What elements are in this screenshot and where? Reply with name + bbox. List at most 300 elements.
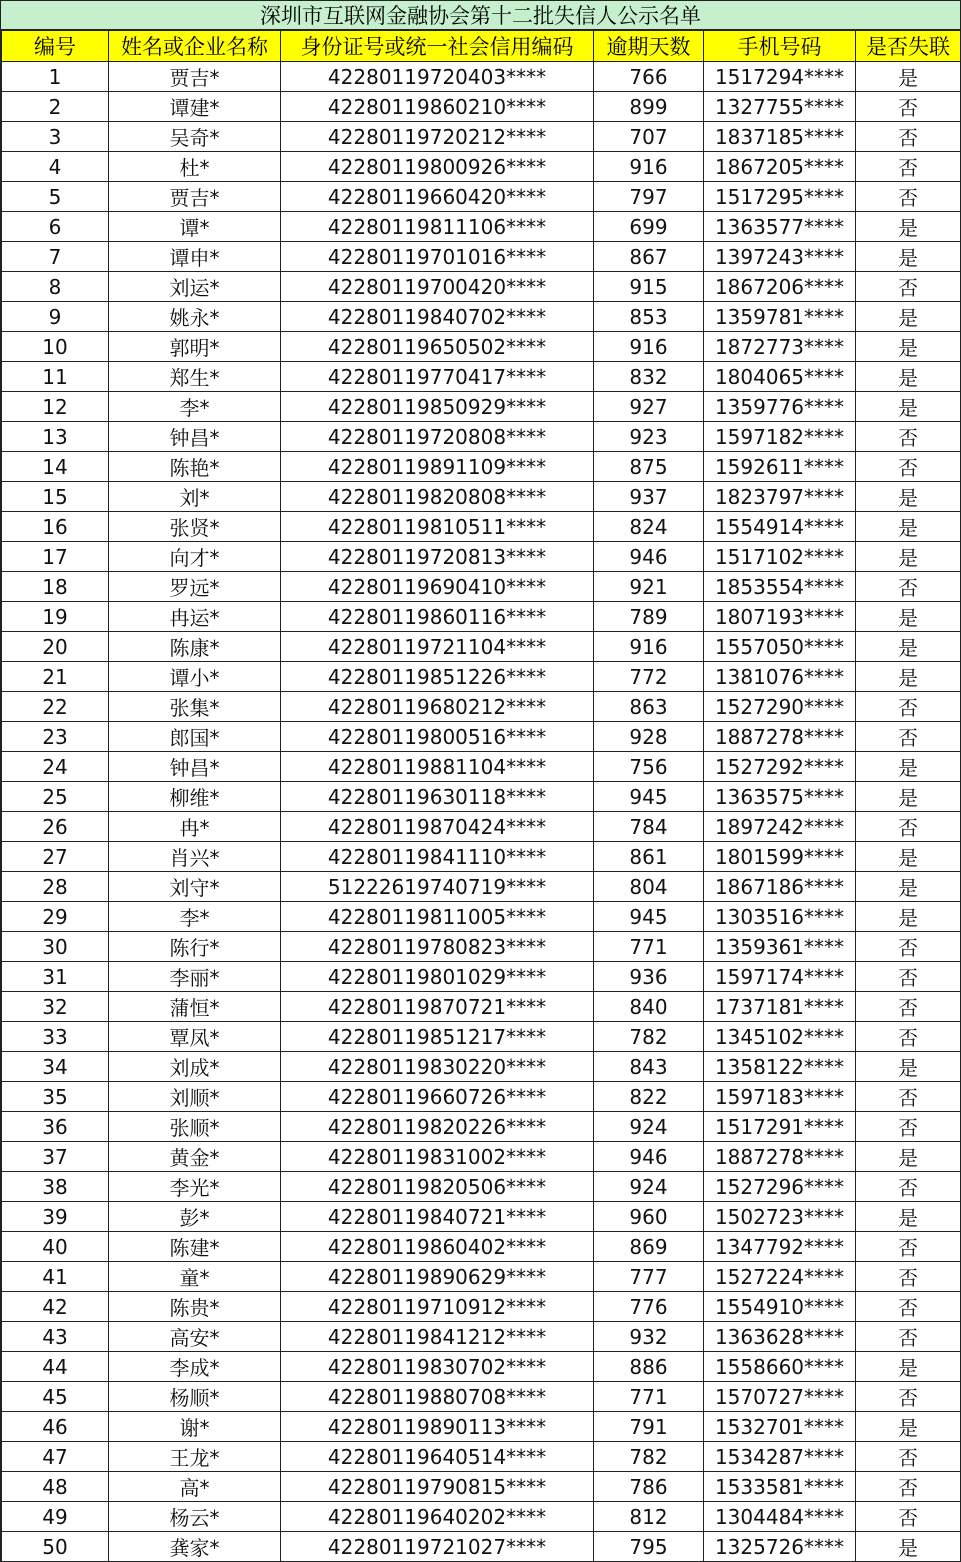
cell-overdue-days[interactable]: 924	[594, 1112, 704, 1142]
cell-lost-contact[interactable]: 否	[856, 1322, 961, 1352]
cell-id[interactable]: 42280119660726****	[281, 1082, 594, 1112]
cell-number[interactable]: 35	[2, 1082, 109, 1112]
cell-overdue-days[interactable]: 782	[594, 1442, 704, 1472]
cell-id[interactable]: 42280119840702****	[281, 302, 594, 332]
cell-name[interactable]: 贾吉*	[109, 182, 281, 212]
cell-lost-contact[interactable]: 是	[856, 212, 961, 242]
cell-lost-contact[interactable]: 否	[856, 1262, 961, 1292]
cell-name[interactable]: 杜*	[109, 152, 281, 182]
cell-id[interactable]: 42280119630118****	[281, 782, 594, 812]
cell-overdue-days[interactable]: 960	[594, 1202, 704, 1232]
cell-lost-contact[interactable]: 是	[856, 362, 961, 392]
cell-number[interactable]: 8	[2, 272, 109, 302]
cell-lost-contact[interactable]: 是	[856, 842, 961, 872]
cell-overdue-days[interactable]: 804	[594, 872, 704, 902]
cell-overdue-days[interactable]: 863	[594, 692, 704, 722]
cell-overdue-days[interactable]: 832	[594, 362, 704, 392]
cell-phone[interactable]: 1897242****	[704, 812, 856, 842]
cell-overdue-days[interactable]: 886	[594, 1352, 704, 1382]
cell-overdue-days[interactable]: 776	[594, 1292, 704, 1322]
cell-name[interactable]: 陈贵*	[109, 1292, 281, 1322]
cell-phone[interactable]: 1527290****	[704, 692, 856, 722]
cell-lost-contact[interactable]: 否	[856, 182, 961, 212]
cell-id[interactable]: 42280119800516****	[281, 722, 594, 752]
cell-name[interactable]: 钟昌*	[109, 422, 281, 452]
cell-id[interactable]: 42280119710912****	[281, 1292, 594, 1322]
cell-number[interactable]: 10	[2, 332, 109, 362]
cell-phone[interactable]: 1397243****	[704, 242, 856, 272]
cell-name[interactable]: 谢*	[109, 1412, 281, 1442]
cell-phone[interactable]: 1517291****	[704, 1112, 856, 1142]
cell-lost-contact[interactable]: 是	[856, 482, 961, 512]
cell-name[interactable]: 谭申*	[109, 242, 281, 272]
cell-name[interactable]: 李成*	[109, 1352, 281, 1382]
cell-number[interactable]: 23	[2, 722, 109, 752]
column-header-phone[interactable]: 手机号码	[704, 31, 856, 62]
cell-lost-contact[interactable]: 是	[856, 242, 961, 272]
cell-name[interactable]: 郑生*	[109, 362, 281, 392]
cell-overdue-days[interactable]: 921	[594, 572, 704, 602]
cell-overdue-days[interactable]: 915	[594, 272, 704, 302]
cell-id[interactable]: 42280119831002****	[281, 1142, 594, 1172]
cell-overdue-days[interactable]: 784	[594, 812, 704, 842]
cell-lost-contact[interactable]: 否	[856, 722, 961, 752]
cell-lost-contact[interactable]: 否	[856, 1292, 961, 1322]
cell-name[interactable]: 刘守*	[109, 872, 281, 902]
cell-overdue-days[interactable]: 916	[594, 152, 704, 182]
cell-lost-contact[interactable]: 否	[856, 932, 961, 962]
cell-id[interactable]: 42280119640514****	[281, 1442, 594, 1472]
cell-name[interactable]: 张集*	[109, 692, 281, 722]
cell-number[interactable]: 24	[2, 752, 109, 782]
cell-name[interactable]: 彭*	[109, 1202, 281, 1232]
cell-id[interactable]: 42280119841212****	[281, 1322, 594, 1352]
cell-phone[interactable]: 1867205****	[704, 152, 856, 182]
cell-lost-contact[interactable]: 否	[856, 1382, 961, 1412]
cell-phone[interactable]: 1837185****	[704, 122, 856, 152]
cell-number[interactable]: 27	[2, 842, 109, 872]
cell-name[interactable]: 冉*	[109, 812, 281, 842]
cell-phone[interactable]: 1325726****	[704, 1532, 856, 1562]
cell-number[interactable]: 32	[2, 992, 109, 1022]
cell-name[interactable]: 张顺*	[109, 1112, 281, 1142]
cell-phone[interactable]: 1502723****	[704, 1202, 856, 1232]
cell-lost-contact[interactable]: 否	[856, 1232, 961, 1262]
cell-number[interactable]: 21	[2, 662, 109, 692]
cell-overdue-days[interactable]: 928	[594, 722, 704, 752]
cell-number[interactable]: 1	[2, 62, 109, 92]
cell-phone[interactable]: 1570727****	[704, 1382, 856, 1412]
cell-overdue-days[interactable]: 937	[594, 482, 704, 512]
cell-number[interactable]: 42	[2, 1292, 109, 1322]
cell-phone[interactable]: 1592611****	[704, 452, 856, 482]
cell-phone[interactable]: 1887278****	[704, 1142, 856, 1172]
cell-lost-contact[interactable]: 否	[856, 1082, 961, 1112]
cell-number[interactable]: 5	[2, 182, 109, 212]
cell-lost-contact[interactable]: 否	[856, 812, 961, 842]
cell-number[interactable]: 38	[2, 1172, 109, 1202]
cell-number[interactable]: 47	[2, 1442, 109, 1472]
cell-id[interactable]: 42280119720403****	[281, 62, 594, 92]
cell-id[interactable]: 42280119720813****	[281, 542, 594, 572]
cell-name[interactable]: 杨顺*	[109, 1382, 281, 1412]
cell-id[interactable]: 42280119780823****	[281, 932, 594, 962]
cell-overdue-days[interactable]: 924	[594, 1172, 704, 1202]
cell-id[interactable]: 42280119820808****	[281, 482, 594, 512]
cell-overdue-days[interactable]: 861	[594, 842, 704, 872]
cell-id[interactable]: 42280119851217****	[281, 1022, 594, 1052]
cell-number[interactable]: 22	[2, 692, 109, 722]
cell-number[interactable]: 29	[2, 902, 109, 932]
cell-number[interactable]: 25	[2, 782, 109, 812]
cell-phone[interactable]: 1737181****	[704, 992, 856, 1022]
cell-overdue-days[interactable]: 927	[594, 392, 704, 422]
cell-id[interactable]: 42280119721104****	[281, 632, 594, 662]
cell-overdue-days[interactable]: 812	[594, 1502, 704, 1532]
cell-number[interactable]: 39	[2, 1202, 109, 1232]
cell-name[interactable]: 柳维*	[109, 782, 281, 812]
cell-overdue-days[interactable]: 869	[594, 1232, 704, 1262]
cell-lost-contact[interactable]: 否	[856, 1442, 961, 1472]
cell-phone[interactable]: 1532701****	[704, 1412, 856, 1442]
cell-lost-contact[interactable]: 否	[856, 962, 961, 992]
cell-id[interactable]: 42280119891109****	[281, 452, 594, 482]
cell-id[interactable]: 42280119820506****	[281, 1172, 594, 1202]
column-header-overdue-days[interactable]: 逾期天数	[594, 31, 704, 62]
cell-lost-contact[interactable]: 是	[856, 602, 961, 632]
cell-name[interactable]: 李*	[109, 392, 281, 422]
cell-phone[interactable]: 1304484****	[704, 1502, 856, 1532]
cell-phone[interactable]: 1517102****	[704, 542, 856, 572]
cell-id[interactable]: 42280119840721****	[281, 1202, 594, 1232]
cell-phone[interactable]: 1887278****	[704, 722, 856, 752]
cell-overdue-days[interactable]: 777	[594, 1262, 704, 1292]
cell-lost-contact[interactable]: 是	[856, 902, 961, 932]
cell-overdue-days[interactable]: 822	[594, 1082, 704, 1112]
cell-overdue-days[interactable]: 899	[594, 92, 704, 122]
cell-name[interactable]: 吴奇*	[109, 122, 281, 152]
cell-id[interactable]: 42280119700420****	[281, 272, 594, 302]
cell-name[interactable]: 刘成*	[109, 1052, 281, 1082]
cell-id[interactable]: 42280119721027****	[281, 1532, 594, 1562]
cell-lost-contact[interactable]: 否	[856, 152, 961, 182]
cell-number[interactable]: 40	[2, 1232, 109, 1262]
column-header-lost-contact[interactable]: 是否失联	[856, 31, 961, 62]
cell-name[interactable]: 刘*	[109, 482, 281, 512]
cell-number[interactable]: 49	[2, 1502, 109, 1532]
cell-lost-contact[interactable]: 是	[856, 872, 961, 902]
cell-number[interactable]: 13	[2, 422, 109, 452]
cell-name[interactable]: 谭小*	[109, 662, 281, 692]
cell-phone[interactable]: 1807193****	[704, 602, 856, 632]
cell-lost-contact[interactable]: 否	[856, 1172, 961, 1202]
cell-name[interactable]: 陈艳*	[109, 452, 281, 482]
cell-lost-contact[interactable]: 否	[856, 992, 961, 1022]
cell-lost-contact[interactable]: 否	[856, 1472, 961, 1502]
cell-phone[interactable]: 1872773****	[704, 332, 856, 362]
cell-id[interactable]: 42280119830702****	[281, 1352, 594, 1382]
column-header-number[interactable]: 编号	[2, 31, 109, 62]
cell-number[interactable]: 36	[2, 1112, 109, 1142]
cell-lost-contact[interactable]: 否	[856, 422, 961, 452]
cell-lost-contact[interactable]: 否	[856, 92, 961, 122]
cell-lost-contact[interactable]: 否	[856, 122, 961, 152]
cell-phone[interactable]: 1558660****	[704, 1352, 856, 1382]
cell-overdue-days[interactable]: 945	[594, 782, 704, 812]
cell-name[interactable]: 童*	[109, 1262, 281, 1292]
cell-overdue-days[interactable]: 945	[594, 902, 704, 932]
cell-lost-contact[interactable]: 是	[856, 1532, 961, 1562]
cell-overdue-days[interactable]: 791	[594, 1412, 704, 1442]
cell-overdue-days[interactable]: 789	[594, 602, 704, 632]
cell-number[interactable]: 34	[2, 1052, 109, 1082]
cell-name[interactable]: 刘顺*	[109, 1082, 281, 1112]
cell-phone[interactable]: 1853554****	[704, 572, 856, 602]
cell-lost-contact[interactable]: 是	[856, 62, 961, 92]
cell-number[interactable]: 48	[2, 1472, 109, 1502]
cell-phone[interactable]: 1527292****	[704, 752, 856, 782]
cell-id[interactable]: 42280119811005****	[281, 902, 594, 932]
cell-phone[interactable]: 1345102****	[704, 1022, 856, 1052]
cell-name[interactable]: 李丽*	[109, 962, 281, 992]
cell-phone[interactable]: 1358122****	[704, 1052, 856, 1082]
cell-id[interactable]: 42280119870424****	[281, 812, 594, 842]
cell-name[interactable]: 谭建*	[109, 92, 281, 122]
cell-number[interactable]: 30	[2, 932, 109, 962]
cell-id[interactable]: 42280119851226****	[281, 662, 594, 692]
cell-number[interactable]: 3	[2, 122, 109, 152]
cell-id[interactable]: 42280119660420****	[281, 182, 594, 212]
cell-id[interactable]: 42280119860402****	[281, 1232, 594, 1262]
cell-lost-contact[interactable]: 否	[856, 452, 961, 482]
cell-overdue-days[interactable]: 699	[594, 212, 704, 242]
cell-name[interactable]: 陈康*	[109, 632, 281, 662]
cell-phone[interactable]: 1867186****	[704, 872, 856, 902]
cell-name[interactable]: 龚家*	[109, 1532, 281, 1562]
cell-overdue-days[interactable]: 867	[594, 242, 704, 272]
cell-id[interactable]: 42280119870721****	[281, 992, 594, 1022]
cell-lost-contact[interactable]: 否	[856, 1022, 961, 1052]
cell-number[interactable]: 44	[2, 1352, 109, 1382]
cell-overdue-days[interactable]: 853	[594, 302, 704, 332]
cell-overdue-days[interactable]: 756	[594, 752, 704, 782]
cell-number[interactable]: 15	[2, 482, 109, 512]
cell-overdue-days[interactable]: 795	[594, 1532, 704, 1562]
cell-phone[interactable]: 1527224****	[704, 1262, 856, 1292]
cell-phone[interactable]: 1534287****	[704, 1442, 856, 1472]
cell-name[interactable]: 贾吉*	[109, 62, 281, 92]
cell-phone[interactable]: 1303516****	[704, 902, 856, 932]
cell-overdue-days[interactable]: 916	[594, 632, 704, 662]
cell-name[interactable]: 肖兴*	[109, 842, 281, 872]
cell-phone[interactable]: 1359361****	[704, 932, 856, 962]
cell-overdue-days[interactable]: 766	[594, 62, 704, 92]
cell-name[interactable]: 黄金*	[109, 1142, 281, 1172]
cell-id[interactable]: 42280119811106****	[281, 212, 594, 242]
cell-lost-contact[interactable]: 否	[856, 692, 961, 722]
cell-id[interactable]: 42280119820226****	[281, 1112, 594, 1142]
cell-overdue-days[interactable]: 782	[594, 1022, 704, 1052]
cell-id[interactable]: 42280119801029****	[281, 962, 594, 992]
cell-number[interactable]: 33	[2, 1022, 109, 1052]
cell-overdue-days[interactable]: 786	[594, 1472, 704, 1502]
cell-overdue-days[interactable]: 932	[594, 1322, 704, 1352]
cell-phone[interactable]: 1554914****	[704, 512, 856, 542]
cell-id[interactable]: 42280119680212****	[281, 692, 594, 722]
cell-name[interactable]: 姚永*	[109, 302, 281, 332]
cell-name[interactable]: 覃凤*	[109, 1022, 281, 1052]
cell-number[interactable]: 16	[2, 512, 109, 542]
cell-id[interactable]: 42280119650502****	[281, 332, 594, 362]
cell-id[interactable]: 42280119701016****	[281, 242, 594, 272]
cell-lost-contact[interactable]: 是	[856, 1202, 961, 1232]
cell-number[interactable]: 31	[2, 962, 109, 992]
cell-lost-contact[interactable]: 是	[856, 662, 961, 692]
cell-name[interactable]: 李*	[109, 902, 281, 932]
cell-number[interactable]: 12	[2, 392, 109, 422]
cell-overdue-days[interactable]: 936	[594, 962, 704, 992]
cell-name[interactable]: 郭明*	[109, 332, 281, 362]
cell-phone[interactable]: 1597182****	[704, 422, 856, 452]
cell-phone[interactable]: 1557050****	[704, 632, 856, 662]
cell-phone[interactable]: 1363575****	[704, 782, 856, 812]
cell-overdue-days[interactable]: 797	[594, 182, 704, 212]
cell-id[interactable]: 42280119790815****	[281, 1472, 594, 1502]
cell-id[interactable]: 42280119810511****	[281, 512, 594, 542]
cell-phone[interactable]: 1327755****	[704, 92, 856, 122]
cell-lost-contact[interactable]: 否	[856, 572, 961, 602]
cell-lost-contact[interactable]: 是	[856, 542, 961, 572]
cell-lost-contact[interactable]: 是	[856, 512, 961, 542]
cell-name[interactable]: 王龙*	[109, 1442, 281, 1472]
cell-number[interactable]: 11	[2, 362, 109, 392]
cell-overdue-days[interactable]: 824	[594, 512, 704, 542]
cell-lost-contact[interactable]: 是	[856, 1352, 961, 1382]
cell-lost-contact[interactable]: 是	[856, 302, 961, 332]
cell-name[interactable]: 高安*	[109, 1322, 281, 1352]
cell-number[interactable]: 50	[2, 1532, 109, 1562]
cell-name[interactable]: 郎国*	[109, 722, 281, 752]
cell-name[interactable]: 张贤*	[109, 512, 281, 542]
cell-number[interactable]: 45	[2, 1382, 109, 1412]
cell-lost-contact[interactable]: 否	[856, 272, 961, 302]
cell-id[interactable]: 42280119890113****	[281, 1412, 594, 1442]
cell-phone[interactable]: 1554910****	[704, 1292, 856, 1322]
cell-number[interactable]: 18	[2, 572, 109, 602]
cell-lost-contact[interactable]: 是	[856, 1412, 961, 1442]
cell-phone[interactable]: 1597183****	[704, 1082, 856, 1112]
cell-phone[interactable]: 1517294****	[704, 62, 856, 92]
cell-name[interactable]: 钟昌*	[109, 752, 281, 782]
cell-overdue-days[interactable]: 946	[594, 542, 704, 572]
cell-number[interactable]: 4	[2, 152, 109, 182]
cell-number[interactable]: 17	[2, 542, 109, 572]
cell-name[interactable]: 冉运*	[109, 602, 281, 632]
cell-name[interactable]: 陈行*	[109, 932, 281, 962]
cell-id[interactable]: 42280119800926****	[281, 152, 594, 182]
cell-lost-contact[interactable]: 是	[856, 752, 961, 782]
cell-phone[interactable]: 1517295****	[704, 182, 856, 212]
cell-phone[interactable]: 1527296****	[704, 1172, 856, 1202]
cell-number[interactable]: 37	[2, 1142, 109, 1172]
cell-lost-contact[interactable]: 是	[856, 632, 961, 662]
cell-name[interactable]: 蒲恒*	[109, 992, 281, 1022]
cell-id[interactable]: 51222619740719****	[281, 872, 594, 902]
cell-number[interactable]: 26	[2, 812, 109, 842]
cell-id[interactable]: 42280119640202****	[281, 1502, 594, 1532]
cell-number[interactable]: 19	[2, 602, 109, 632]
cell-number[interactable]: 46	[2, 1412, 109, 1442]
cell-phone[interactable]: 1381076****	[704, 662, 856, 692]
cell-overdue-days[interactable]: 771	[594, 932, 704, 962]
cell-phone[interactable]: 1363577****	[704, 212, 856, 242]
cell-phone[interactable]: 1801599****	[704, 842, 856, 872]
cell-overdue-days[interactable]: 923	[594, 422, 704, 452]
cell-number[interactable]: 14	[2, 452, 109, 482]
cell-phone[interactable]: 1597174****	[704, 962, 856, 992]
cell-id[interactable]: 42280119830220****	[281, 1052, 594, 1082]
cell-phone[interactable]: 1804065****	[704, 362, 856, 392]
cell-overdue-days[interactable]: 843	[594, 1052, 704, 1082]
cell-lost-contact[interactable]: 是	[856, 782, 961, 812]
cell-number[interactable]: 28	[2, 872, 109, 902]
cell-id[interactable]: 42280119841110****	[281, 842, 594, 872]
cell-phone[interactable]: 1533581****	[704, 1472, 856, 1502]
cell-name[interactable]: 高*	[109, 1472, 281, 1502]
cell-phone[interactable]: 1359776****	[704, 392, 856, 422]
cell-phone[interactable]: 1347792****	[704, 1232, 856, 1262]
cell-number[interactable]: 20	[2, 632, 109, 662]
column-header-id[interactable]: 身份证号或统一社会信用编码	[281, 31, 594, 62]
cell-id[interactable]: 42280119690410****	[281, 572, 594, 602]
cell-lost-contact[interactable]: 否	[856, 1502, 961, 1532]
cell-phone[interactable]: 1823797****	[704, 482, 856, 512]
cell-name[interactable]: 李光*	[109, 1172, 281, 1202]
cell-overdue-days[interactable]: 840	[594, 992, 704, 1022]
cell-phone[interactable]: 1867206****	[704, 272, 856, 302]
cell-name[interactable]: 陈建*	[109, 1232, 281, 1262]
cell-number[interactable]: 43	[2, 1322, 109, 1352]
cell-id[interactable]: 42280119860210****	[281, 92, 594, 122]
cell-overdue-days[interactable]: 875	[594, 452, 704, 482]
cell-name[interactable]: 刘运*	[109, 272, 281, 302]
cell-overdue-days[interactable]: 946	[594, 1142, 704, 1172]
cell-name[interactable]: 杨云*	[109, 1502, 281, 1532]
cell-number[interactable]: 6	[2, 212, 109, 242]
cell-lost-contact[interactable]: 否	[856, 1112, 961, 1142]
column-header-name[interactable]: 姓名或企业名称	[109, 31, 281, 62]
cell-id[interactable]: 42280119770417****	[281, 362, 594, 392]
cell-id[interactable]: 42280119890629****	[281, 1262, 594, 1292]
cell-lost-contact[interactable]: 是	[856, 1052, 961, 1082]
cell-name[interactable]: 谭*	[109, 212, 281, 242]
cell-name[interactable]: 罗远*	[109, 572, 281, 602]
cell-lost-contact[interactable]: 是	[856, 1142, 961, 1172]
cell-id[interactable]: 42280119881104****	[281, 752, 594, 782]
cell-overdue-days[interactable]: 771	[594, 1382, 704, 1412]
cell-id[interactable]: 42280119880708****	[281, 1382, 594, 1412]
cell-overdue-days[interactable]: 772	[594, 662, 704, 692]
cell-name[interactable]: 向才*	[109, 542, 281, 572]
cell-overdue-days[interactable]: 916	[594, 332, 704, 362]
cell-number[interactable]: 41	[2, 1262, 109, 1292]
cell-overdue-days[interactable]: 707	[594, 122, 704, 152]
cell-id[interactable]: 42280119860116****	[281, 602, 594, 632]
cell-number[interactable]: 2	[2, 92, 109, 122]
cell-number[interactable]: 7	[2, 242, 109, 272]
cell-id[interactable]: 42280119720212****	[281, 122, 594, 152]
cell-number[interactable]: 9	[2, 302, 109, 332]
